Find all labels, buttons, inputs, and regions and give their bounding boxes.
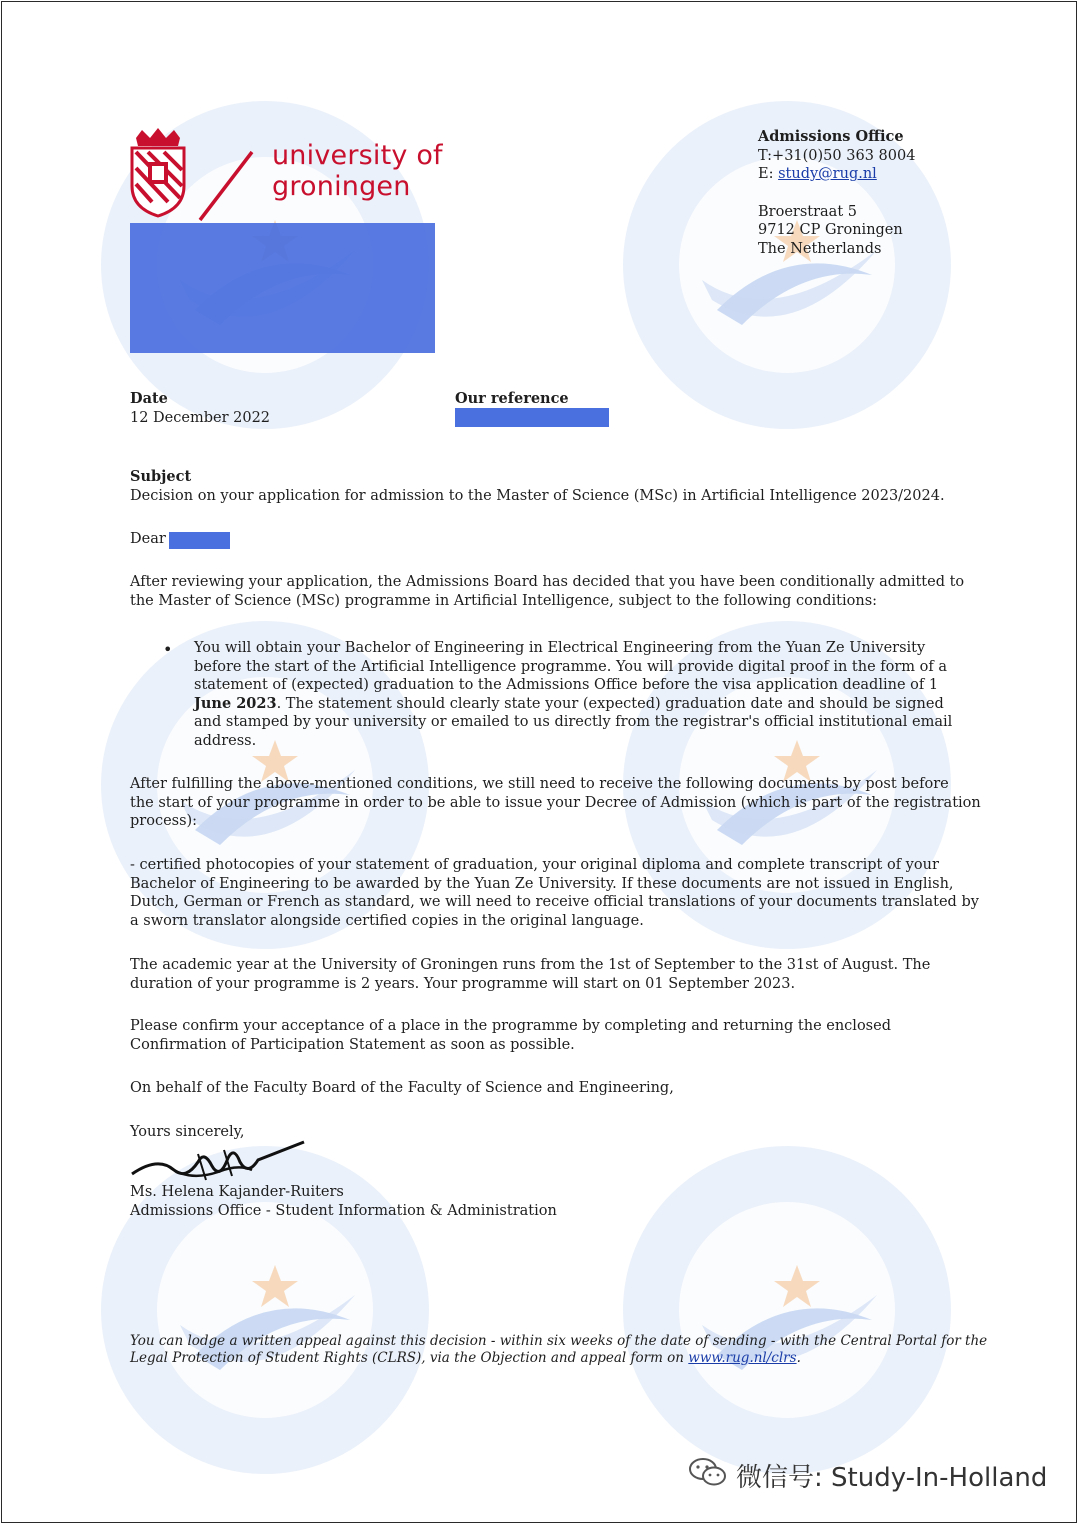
text-line: Dutch, German or French as standard, we will need to receive official translations of your documents translated by <box>130 894 979 910</box>
paragraph-decision <box>130 573 964 610</box>
text-line: duration of your programme is 2 years. Your programme will start on 01 September 2023. <box>130 975 796 992</box>
address-country: The Netherlands <box>758 240 882 257</box>
subject-label: Subject <box>130 468 192 485</box>
watermark-stamp <box>622 1145 952 1475</box>
signatory-name: Ms. Helena Kajander-Ruiters <box>130 1184 344 1200</box>
salutation: Dear <box>130 531 166 547</box>
text-line: Bachelor of Engineering to be awarded by the Yuan Ze University. If these documents are not issued in English, <box>130 875 954 892</box>
text-line: statement of (expected) graduation to the Admissions Office before the visa application deadline of 1 <box>194 677 939 693</box>
university-name <box>272 140 443 202</box>
condition-bullet <box>194 639 952 750</box>
text-line: and stamped by your university or emailed to us directly from the registrar's official institutional email <box>194 714 953 730</box>
date-value: 12 December 2022 <box>130 409 271 426</box>
email-link[interactable]: study@rug.nl <box>778 166 877 182</box>
text-fragment: . The statement should clearly state your (expected) graduation date and should be signed <box>276 695 944 712</box>
text-line: You will obtain your Bachelor of Engineering in Electrical Engineering from the Yuan Ze University <box>194 640 926 656</box>
paragraph-on-behalf: On behalf of the Faculty Board of the Faculty of Science and Engineering, <box>130 1080 674 1096</box>
reference-label: Our reference <box>455 390 569 407</box>
redacted-block <box>130 223 435 353</box>
text-line: Please confirm your acceptance of a place in the programme by completing and returning the enclosed <box>130 1018 891 1034</box>
signatory-block <box>130 1183 557 1220</box>
redacted-reference <box>455 408 609 427</box>
text-line: After reviewing your application, the Admissions Board has decided that you have been conditionally admitted to <box>130 574 965 590</box>
paragraph-certified-copies <box>130 856 979 930</box>
paragraph-documents <box>130 775 981 831</box>
logo-slash-icon <box>196 150 256 222</box>
text-line: The academic year at the University of Groningen runs from the 1st of September to the 31st of August. The <box>130 957 931 973</box>
signature-icon <box>128 1136 308 1188</box>
paragraph-confirm <box>130 1017 891 1054</box>
text-line: After fulfilling the above-mentioned conditions, we still need to receive the following documents by post before <box>130 776 949 792</box>
closing-sincerely: Yours sincerely, <box>130 1124 245 1140</box>
text-line: Confirmation of Participation Statement as soon as possible. <box>130 1036 575 1053</box>
text-fragment: . <box>796 1349 801 1366</box>
address-city: 9712 CP Groningen <box>758 222 903 238</box>
date-block <box>130 390 270 427</box>
phone-number: T:+31(0)50 363 8004 <box>758 147 916 164</box>
text-line <box>130 1350 987 1367</box>
text-line: a sworn translator alongside certified copies in the original language. <box>130 912 644 929</box>
wechat-icon <box>688 1456 728 1495</box>
email-prefix: E: <box>758 166 779 182</box>
wechat-id: 微信号: Study-In-Holland <box>736 1463 1048 1493</box>
signatory-department: Admissions Office - Student Information & Administration <box>130 1202 557 1219</box>
paragraph-academic-year <box>130 956 930 993</box>
email-line <box>758 165 915 184</box>
university-name-line1: university of <box>272 140 443 171</box>
text-line: before the start of the Artificial Intelligence programme. You will provide digital proof in the form of a <box>194 658 948 675</box>
text-line <box>194 695 952 714</box>
text-line: process): <box>130 813 198 829</box>
subject-text: Decision on your application for admission to the Master of Science (MSc) in Artificial Intelligence 2023/2024. <box>130 487 945 504</box>
university-name-line2: groningen <box>272 171 411 202</box>
text-line: - certified photocopies of your statement of graduation, your original diploma and complete transcript of your <box>130 857 939 873</box>
redacted-name <box>169 532 230 549</box>
appeal-note <box>130 1333 987 1366</box>
subject-block <box>130 468 945 505</box>
university-crest-icon <box>128 128 188 218</box>
address-street: Broerstraat 5 <box>758 203 857 220</box>
text-line: the start of your programme in order to be able to issue your Decree of Admission (which is part of the registration <box>130 794 981 811</box>
contact-block <box>758 128 915 258</box>
bullet-dot-icon: • <box>163 640 173 659</box>
text-line: You can lodge a written appeal against this decision - within six weeks of the date of sending - with the Central Portal for the <box>130 1333 988 1349</box>
deadline-date: June 2023 <box>194 694 277 712</box>
date-label: Date <box>130 390 168 407</box>
text-fragment: Legal Protection of Student Rights (CLRS), via the Objection and appeal form on <box>130 1349 689 1366</box>
text-line: address. <box>194 732 257 749</box>
office-name: Admissions Office <box>758 128 904 145</box>
wechat-footer <box>688 1456 1047 1495</box>
clrs-link[interactable]: www.rug.nl/clrs <box>688 1349 797 1366</box>
text-line: the Master of Science (MSc) programme in Artificial Intelligence, subject to the following conditions: <box>130 592 878 609</box>
